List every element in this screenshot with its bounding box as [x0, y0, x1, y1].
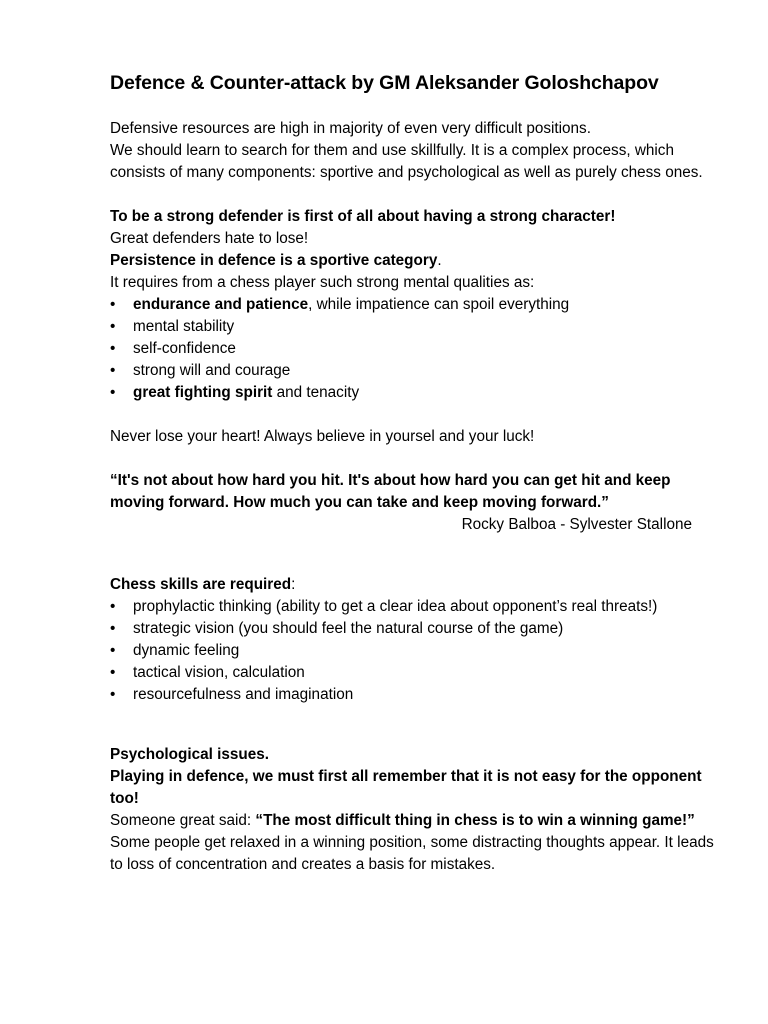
- intro-paragraph-1: Defensive resources are high in majority of even very difficult positions.: [110, 120, 591, 137]
- bullet-icon: •: [110, 296, 116, 313]
- list-item: • strategic vision (you should feel the natural course of the game): [110, 618, 720, 640]
- list-item: • great fighting spirit and tenacity: [110, 382, 720, 404]
- psych-closing: Some people get relaxed in a winning position, some distracting thoughts appear. It leads to loss of concentration and creates a basis for mistakes.: [110, 834, 714, 873]
- character-headline: To be a strong defender is first of all about having a strong character!: [110, 208, 616, 225]
- bullet-icon: •: [110, 642, 116, 659]
- list-item: • endurance and patience, while impatience can spoil everything: [110, 294, 720, 316]
- bullet-icon: •: [110, 598, 116, 615]
- intro-paragraph-2: We should learn to search for them and use skillfully. It is a complex process, which consists of many components: sportive and psychological as well as purely chess ones.: [110, 142, 703, 181]
- heart-line: Never lose your heart! Always believe in yoursel and your luck!: [110, 428, 535, 445]
- list-item: • prophylactic thinking (ability to get a clear idea about opponent’s real threats!): [110, 596, 720, 618]
- document-body: [110, 70, 720, 876]
- psych-said-line: Someone great said: “The most difficult thing in chess is to win a winning game!”: [110, 812, 695, 829]
- document-title: Defence & Counter-attack by GM Aleksander Goloshchapov: [110, 72, 659, 94]
- bullet-icon: •: [110, 664, 116, 681]
- bullet-icon: •: [110, 620, 116, 637]
- skills-list: [110, 596, 720, 706]
- bullet-icon: •: [110, 318, 116, 335]
- skills-heading: Chess skills are required:: [110, 576, 296, 593]
- persistence-line: Persistence in defence is a sportive category.: [110, 252, 442, 269]
- bullet-icon: •: [110, 340, 116, 357]
- bullet-icon: •: [110, 384, 116, 401]
- quote-text: “It's not about how hard you hit. It's about how hard you can get hit and keep moving forward. How much you can take and keep moving forward.”: [110, 472, 671, 511]
- bullet-icon: •: [110, 686, 116, 703]
- list-item: • tactical vision, calculation: [110, 662, 720, 684]
- list-item: • mental stability: [110, 316, 720, 338]
- qualities-intro: It requires from a chess player such strong mental qualities as:: [110, 274, 535, 291]
- list-item: • self-confidence: [110, 338, 720, 360]
- psych-bold-paragraph: Playing in defence, we must first all remember that it is not easy for the opponent too!: [110, 768, 702, 807]
- list-item: • dynamic feeling: [110, 640, 720, 662]
- psych-heading: Psychological issues.: [110, 746, 269, 763]
- list-item: • strong will and courage: [110, 360, 720, 382]
- quote-attribution: Rocky Balboa - Sylvester Stallone: [461, 516, 692, 533]
- qualities-list: [110, 294, 720, 404]
- character-line: Great defenders hate to lose!: [110, 230, 309, 247]
- list-item: • resourcefulness and imagination: [110, 684, 720, 706]
- bullet-icon: •: [110, 362, 116, 379]
